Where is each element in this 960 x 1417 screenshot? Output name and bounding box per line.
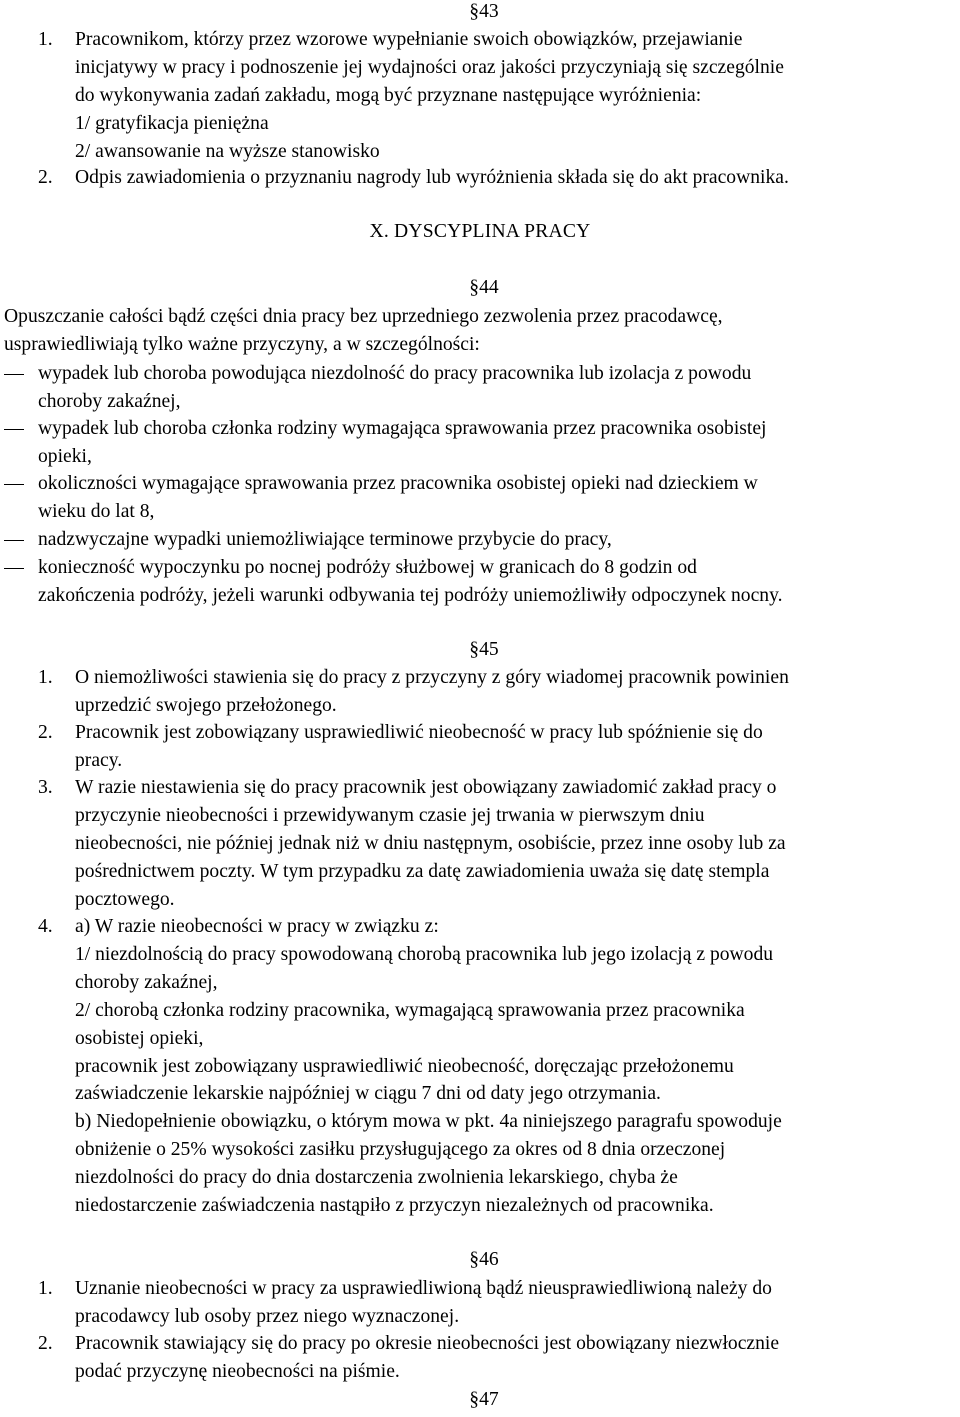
dash-bullet (4, 374, 24, 375)
item-text: O niemożliwości stawienia się do pracy z przyczyny z góry wiadomej pracownik powinien uprzedzić swojego przełożonego. (75, 667, 789, 716)
section-44-heading: §44 (469, 277, 499, 298)
item-text: a) W razie nieobecności w pracy w związku z: 1/ niezdolnością do pracy spowodowaną chorobą pracownika lub jego izolacją z powodu choroby zakaźnej, 2/ chorobą członka rodziny pracownika, wymagającą sprawowania przez pracownika osobistej opieki, pracownik jest zobowiązany usprawiedliwić nieobecność, doręczając przełożonemu zaświadczenie lekarskie najpóźniej w ciągu 7 dni od daty jego otrzymania. b) Niedopełnienie obowiązku, o którym mowa w pkt. 4a niniejszego paragrafu spowoduje obniżenie o 25% wysokości zasiłku przysługującego za okres od 8 dnia orzeczonej niezdolności do pracy do dnia dostarczenia zwolnienia lekarskiego, chyba że niedostarczenie zaświadczenia nastąpiło z przyczyn niezależnych od pracownika. (75, 916, 782, 1217)
item-text: Odpis zawiadomienia o przyznaniu nagrody lub wyróżnienia składa się do akt pracownika. (75, 167, 789, 188)
item-number: 4. (38, 916, 53, 937)
section-43-heading: §43 (469, 1, 499, 22)
section-47-heading: §47 (469, 1389, 499, 1410)
item-text: Uznanie nieobecności w pracy za usprawiedliwioną bądź nieusprawiedliwioną należy do pracodawcy lub osoby przez niego wyznaczonej. (75, 1278, 772, 1327)
item-text: Pracownik stawiający się do pracy po okresie nieobecności jest obowiązany niezwłocznie podać przyczynę nieobecności na piśmie. (75, 1333, 780, 1382)
dash-bullet (4, 484, 24, 485)
item-text: W razie niestawienia się do pracy pracownik jest obowiązany zawiadomić zakład pracy o przyczynie nieobecności i przewidywanym czasie jej trwania w pierwszym dniu nieobecności, nie później jednak niż w dniu następnym, osobiście, przez inne osoby lub za pośrednictwem poczty. W tym przypadku za datę zawiadomienia uważa się datę stempla pocztowego. (75, 777, 786, 910)
item-number: 2. (38, 167, 53, 188)
item-number: 1. (38, 1278, 53, 1299)
dash-bullet (4, 568, 24, 569)
section-44-intro-line-2: usprawiedliwiają tylko ważne przyczyny, a w szczególności: (4, 334, 480, 355)
chapter-heading: X. DYSCYPLINA PRACY (369, 221, 591, 242)
section-46-heading: §46 (469, 1249, 499, 1270)
dash-bullet (4, 540, 24, 541)
document-page: §43 1. Pracownikom, którzy przez wzorowe wypełnianie swoich obowiązków, przejawianie inicjatywy w pracy i podnoszenie jej wydajności oraz jakości przyczyniają się szczególnie do wykonywania zadań zakładu, mogą być przyznane następujące wyróżnienia: 1/ gratyfikacja pieniężna 2/ awansowanie na wyższe stanowisko 2. Odpis zawiadomienia o przyznaniu nagrody lub wyróżnienia składa się do akt pracownika. X. DYSCYPLINA PRACY §44 Opuszczanie całości bądź części dnia pracy bez uprzedniego zezwolenia przez pracodawcę, usprawiedliwiają tylko ważne przyczyny, a w szczególności: wypadek lub choroba powodująca niezdolność do pracy pracownika lub izolacja z powodu choroby zakaźnej, wypadek lub choroba członka rodziny wymagająca sprawowania przez pracownika osobistej opieki, okoliczności wymagające sprawowania przez pracownika osobistej opieki nad dzieckiem w wieku do lat 8, nadzwyczajne wypadki uniemożliwiające terminowe przybycie do pracy, konieczność wypoczynku po nocnej podróży służbowej w granicach do 8 godzin od zakończenia podróży, jeżeli warunki odbywania tej podróży uniemożliwiły odpoczynek nocny. §45 1. O niemożliwości stawienia się do pracy z przyczyny z góry wiadomej pracownik powinien uprzedzić swojego przełożonego. 2. Pracownik jest zobowiązany usprawiedliwić nieobecność w pracy lub spóźnienie się do pracy. 3. W razie niestawienia się do pracy pracownik jest obowiązany zawiadomić zakład pracy o przyczynie nieobecności i przewidywanym czasie jej trwania w pierwszym dniu nieobecności, nie później jednak niż w dniu następnym, osobiście, przez inne osoby lub za pośrednictwem poczty. W tym przypadku za datę zawiadomienia uważa się datę stempla pocztowego. 4. a) W razie nieobecności w pracy w związku z: 1/ niezdolnością do pracy spowodowaną chorobą pracownika lub jego izolacją z powodu choroby zakaźnej, 2/ chorobą członka rodziny pracownika, wymagającą sprawowania przez pracownika osobistej opieki, pracownik jest zobowiązany usprawiedliwić nieobecność, doręczając przełożonemu zaświadczenie lekarskie najpóźniej w ciągu 7 dni od daty jego otrzymania. b) Niedopełnienie obowiązku, o którym mowa w pkt. 4a niniejszego paragrafu spowoduje obniżenie o 25% wysokości zasiłku przysługującego za okres od 8 dnia orzeczonej niezdolności do pracy do dnia dostarczenia zwolnienia lekarskiego, chyba że niedostarczenie zaświadczenia nastąpiło z przyczyn niezależnych od pracownika. §46 1. Uznanie nieobecności w pracy za usprawiedliwioną bądź nieusprawiedliwioną należy do pracodawcy lub osoby przez niego wyznaczonej. 2. Pracownik stawiający się do pracy po okresie nieobecności jest obowiązany niezwłocznie podać przyczynę nieobecności na piśmie. §47 (0, 0, 960, 1417)
dash-bullet (4, 429, 24, 430)
item-number: 2. (38, 1333, 53, 1354)
item-number: 3. (38, 777, 53, 798)
section-45-heading: §45 (469, 639, 499, 660)
item-number: 2. (38, 722, 53, 743)
item-number: 1. (38, 667, 53, 688)
item-text: Pracownik jest zobowiązany usprawiedliwić nieobecność w pracy lub spóźnienie się do pracy. (75, 722, 763, 771)
item-number: 1. (38, 29, 53, 50)
section-44-intro-line-1: Opuszczanie całości bądź części dnia pracy bez uprzedniego zezwolenia przez pracodawcę, (4, 306, 723, 327)
item-text: Pracownikom, którzy przez wzorowe wypełnianie swoich obowiązków, przejawianie inicjatywy w pracy i podnoszenie jej wydajności oraz jakości przyczyniają się szczególnie do wykonywania zadań zakładu, mogą być przyznane następujące wyróżnienia: 1/ gratyfikacja pieniężna 2/ awansowanie na wyższe stanowisko (75, 29, 784, 162)
